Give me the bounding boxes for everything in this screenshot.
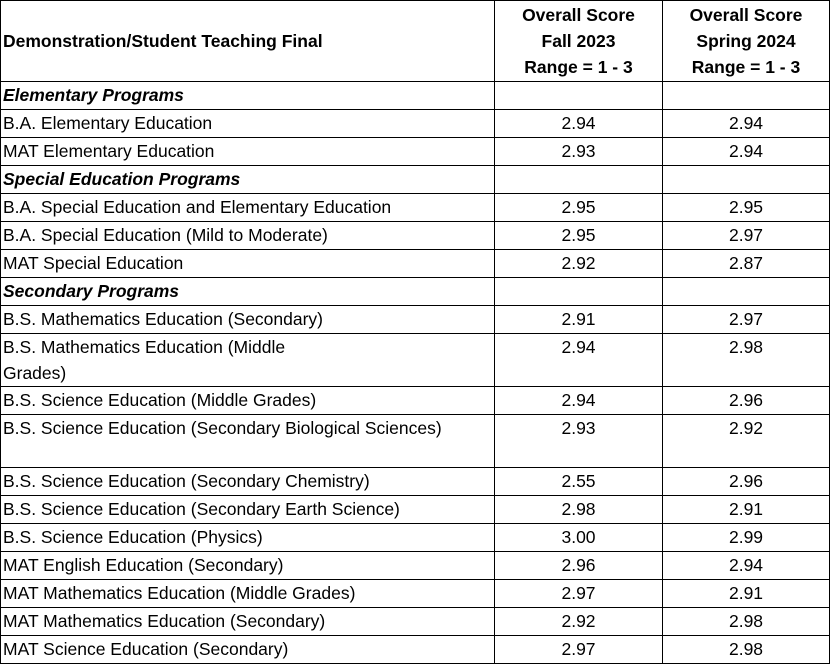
fall-score: 2.95 [495,222,663,250]
header-fall-line-2: Fall 2023 [541,31,616,51]
spring-score: 2.98 [663,608,830,636]
spring-score: 2.99 [663,524,830,552]
table-row [1,415,830,468]
program-name: B.S. Science Education (Physics) [1,524,495,552]
program-name-text: B.S. Mathematics Education (Middle Grades) [3,337,286,383]
spring-score: 2.96 [663,468,830,496]
header-spring-line-2: Spring 2024 [696,31,796,51]
empty-cell [663,166,830,194]
spring-score: 2.98 [663,636,830,664]
table-row [1,194,830,222]
fall-score: 2.94 [495,334,663,387]
fall-score: 2.94 [495,110,663,138]
table-row [1,222,830,250]
program-name: MAT Mathematics Education (Secondary) [1,608,495,636]
table-row [1,334,830,387]
header-row [1,1,830,82]
spring-score: 2.97 [663,306,830,334]
spring-score: 2.98 [663,334,830,387]
empty-cell [663,82,830,110]
section-title: Elementary Programs [1,82,495,110]
program-name: B.S. Science Education (Secondary Chemistry) [1,468,495,496]
program-name: MAT Mathematics Education (Middle Grades) [1,580,495,608]
table-header [1,1,830,82]
header-spring-line-3: Range = 1 - 3 [691,57,801,77]
spring-score: 2.91 [663,496,830,524]
table-row [1,250,830,278]
header-spring-line-1: Overall Score [689,5,803,25]
table-row [1,468,830,496]
spring-score: 2.92 [663,415,830,468]
header-fall-line-1: Overall Score [522,5,635,25]
table-row [1,608,830,636]
fall-score: 2.93 [495,415,663,468]
header-spring-2024 [663,1,830,82]
fall-score: 2.93 [495,138,663,166]
program-name: B.A. Elementary Education [1,110,495,138]
table-row [1,110,830,138]
fall-score: 2.94 [495,387,663,415]
table-row [1,387,830,415]
fall-score: 2.55 [495,468,663,496]
table-row [1,636,830,664]
fall-score: 2.95 [495,194,663,222]
spring-score: 2.94 [663,138,830,166]
section-title: Special Education Programs [1,166,495,194]
header-program: Demonstration/Student Teaching Final [1,1,495,82]
spring-score: 2.97 [663,222,830,250]
program-name: B.S. Mathematics Education (Secondary) [1,306,495,334]
fall-score: 2.98 [495,496,663,524]
spring-score: 2.87 [663,250,830,278]
table-row [1,306,830,334]
program-name-text: B.S. Science Education (Secondary Biological Sciences) [3,418,442,438]
table-row [1,496,830,524]
program-name [1,415,495,468]
spring-score: 2.91 [663,580,830,608]
fall-score: 2.97 [495,580,663,608]
header-fall-line-3: Range = 1 - 3 [524,57,633,77]
fall-score: 2.92 [495,608,663,636]
section-row [1,278,830,306]
section-row [1,82,830,110]
program-name: MAT Special Education [1,250,495,278]
fall-score: 2.91 [495,306,663,334]
program-name: MAT English Education (Secondary) [1,552,495,580]
table-row [1,580,830,608]
fall-score: 2.97 [495,636,663,664]
empty-cell [495,166,663,194]
spring-score: 2.94 [663,552,830,580]
table-row [1,138,830,166]
empty-cell [663,278,830,306]
program-name: B.A. Special Education and Elementary Education [1,194,495,222]
program-name: B.A. Special Education (Mild to Moderate) [1,222,495,250]
table-row [1,524,830,552]
program-name: MAT Elementary Education [1,138,495,166]
header-fall-2023 [495,1,663,82]
spring-score: 2.95 [663,194,830,222]
empty-cell [495,82,663,110]
fall-score: 3.00 [495,524,663,552]
fall-score: 2.92 [495,250,663,278]
program-name: B.S. Science Education (Secondary Earth Science) [1,496,495,524]
fall-score: 2.96 [495,552,663,580]
spring-score: 2.94 [663,110,830,138]
empty-cell [495,278,663,306]
section-row [1,166,830,194]
program-name [1,334,495,387]
section-title: Secondary Programs [1,278,495,306]
table-row [1,552,830,580]
program-name: B.S. Science Education (Middle Grades) [1,387,495,415]
spring-score: 2.96 [663,387,830,415]
table-body [1,82,830,664]
program-name: MAT Science Education (Secondary) [1,636,495,664]
